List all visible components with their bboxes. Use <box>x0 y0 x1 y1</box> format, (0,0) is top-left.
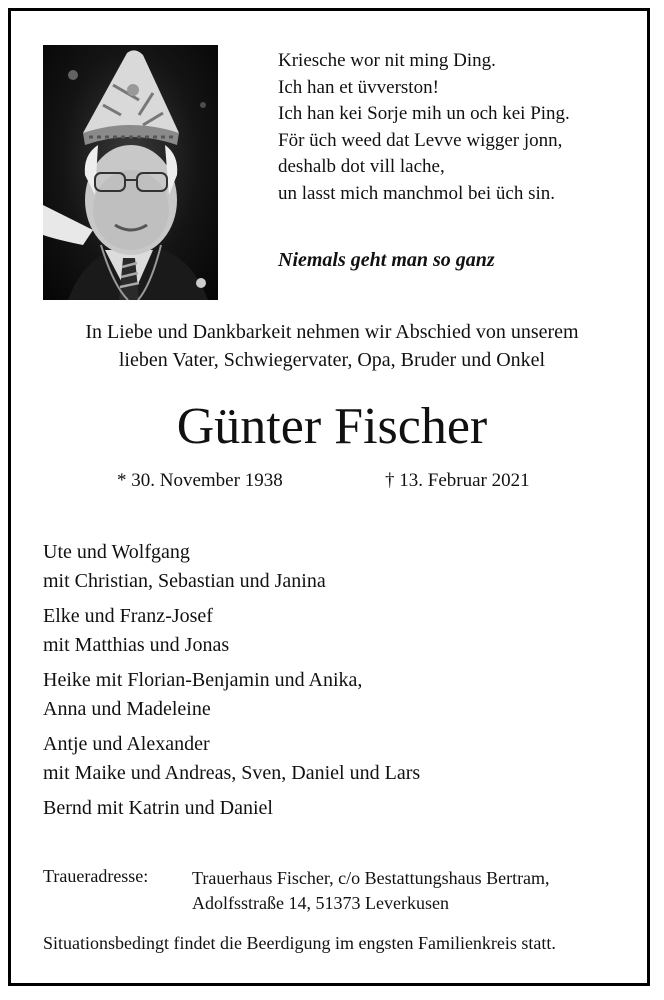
death-date: † 13. Februar 2021 <box>385 470 530 491</box>
poem-line: Ich han et üvverston! <box>278 76 439 98</box>
poem-line: Kriesche wor nit ming Ding. <box>278 50 496 71</box>
poem <box>278 48 638 207</box>
deceased-name: Günter Fischer <box>176 398 488 455</box>
intro-text <box>0 318 664 374</box>
intro-line-2: lieben Vater, Schwiegervater, Opa, Bruder und Onkel <box>118 349 546 371</box>
family-line: Antje und Alexander <box>43 733 210 755</box>
family-line: Elke und Franz-Josef <box>43 605 213 627</box>
poem-line: För üch weed dat Levve wigger jonn, <box>278 129 563 151</box>
family-line: mit Maike und Andreas, Sven, Daniel und Lars <box>43 762 421 784</box>
family-line: mit Matthias und Jonas <box>43 634 230 656</box>
poem-line: un lasst mich manchmol bei üch sin. <box>278 182 556 204</box>
family-line: Ute und Wolfgang <box>43 541 190 563</box>
family-group <box>43 730 633 788</box>
portrait-photo <box>43 45 218 300</box>
address-line-2: Adolfsstraße 14, 51373 Leverkusen <box>192 893 449 913</box>
family-group <box>43 538 633 596</box>
intro-line-1: In Liebe und Dankbarkeit nehmen wir Abschied von unserem <box>85 321 579 343</box>
address-label: Traueradresse: <box>43 866 149 886</box>
family-line: Anna und Madeleine <box>43 698 211 720</box>
family-list <box>43 538 633 829</box>
family-group <box>43 602 633 660</box>
address-text <box>192 866 550 916</box>
address-line-1: Trauerhaus Fischer, c/o Bestattungshaus Bertram, <box>192 868 550 888</box>
poem-line: deshalb dot vill lache, <box>278 156 445 177</box>
family-group <box>43 794 633 823</box>
birth-date: * 30. November 1938 <box>117 470 283 491</box>
family-line: mit Christian, Sebastian und Janina <box>43 570 326 592</box>
poem-line: Ich han kei Sorje mih un och kei Ping. <box>278 103 570 124</box>
family-line: Bernd mit Katrin und Daniel <box>43 797 273 819</box>
funeral-note: Situationsbedingt findet die Beerdigung im engsten Familienkreis statt. <box>43 933 556 953</box>
family-group <box>43 666 633 724</box>
family-line: Heike mit Florian-Benjamin und Anika, <box>43 669 363 691</box>
motto: Niemals geht man so ganz <box>278 249 495 271</box>
